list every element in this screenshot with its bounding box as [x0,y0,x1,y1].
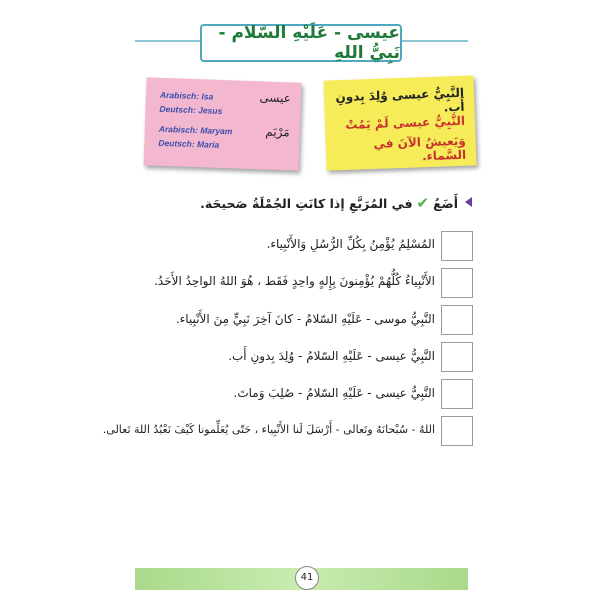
vocab-label: Arabisch: Maryam [158,123,233,137]
statement-3: النَّبِيُّ موسى - عَلَيْهِ السّلامُ - كانَ آخِرَ نَبِيٍّ مِنَ الأَنْبِياء. [175,312,435,326]
statement-4: النَّبِيُّ عيسى - عَلَيْهِ السّلامُ - وُلِدَ بِدونِ أَب. [228,349,435,363]
answer-checkbox-1[interactable] [441,231,473,261]
fact-card [323,75,476,170]
vocab-card [144,77,302,170]
instruction-before: أَضَعُ [433,195,458,211]
answer-checkbox-3[interactable] [441,305,473,335]
page-title: عيسى - عَلَيْهِ السّلام - نَبِيُّ اللهِ [200,24,402,62]
instruction-after: في المُرَبَّعِ إذا كانَتِ الجُمْلَةُ صَحيحَة. [200,195,413,211]
answer-checkbox-4[interactable] [441,342,473,372]
answer-checkbox-6[interactable] [441,416,473,446]
checkmark-icon: ✔ [416,194,430,212]
vocab-label: Arabisch: Isa [159,89,214,102]
statement-2: الأَنْبِياءُ كُلُّهُمْ يُؤْمِنونَ بِإِلهٍ واحِدٍ فَقَط ، هُوَ اللهُ الواحِدُ الأَحَدُ. [154,274,435,288]
statement-6: اللهُ - سُبْحانَهُ وتَعالى - أَرْسَلَ لَنا الأَنْبِياء ، حَتّى يُعَلِّمونا كَيْفَ نَعْبُدُ اللهَ تَعالى. [102,423,435,436]
fact-line-3: وَيَعيشُ الآنَ في السَّماء. [373,133,467,164]
header-line-right [398,40,468,42]
fact-line-1: النَّبِيُّ عيسى وُلِدَ بِدونِ أَب. [335,85,465,115]
statement-1: المُسْلِمُ يُؤْمِنُ بِكُلِّ الرُّسُلِ وَالأَنْبِياء. [266,237,435,251]
answer-checkbox-5[interactable] [441,379,473,409]
fact-line-2: النَّبِيُّ عيسى لَمْ يَمُتْ [345,113,466,132]
vocab-label: Deutsch: Maria [158,137,220,150]
vocab-label: Deutsch: Jesus [159,103,223,116]
answer-checkbox-2[interactable] [441,268,473,298]
bullet-triangle-icon [465,197,472,207]
instruction [200,194,458,212]
vocab-arabic: عيسى [259,90,292,106]
vocab-arabic: مَرْيَم [265,124,290,140]
header-line-left [135,40,200,42]
statement-5: النَّبِيُّ عيسى - عَلَيْهِ السّلامُ - صُلِبَ وَماتَ. [233,386,435,400]
page-number: 41 [295,566,319,590]
